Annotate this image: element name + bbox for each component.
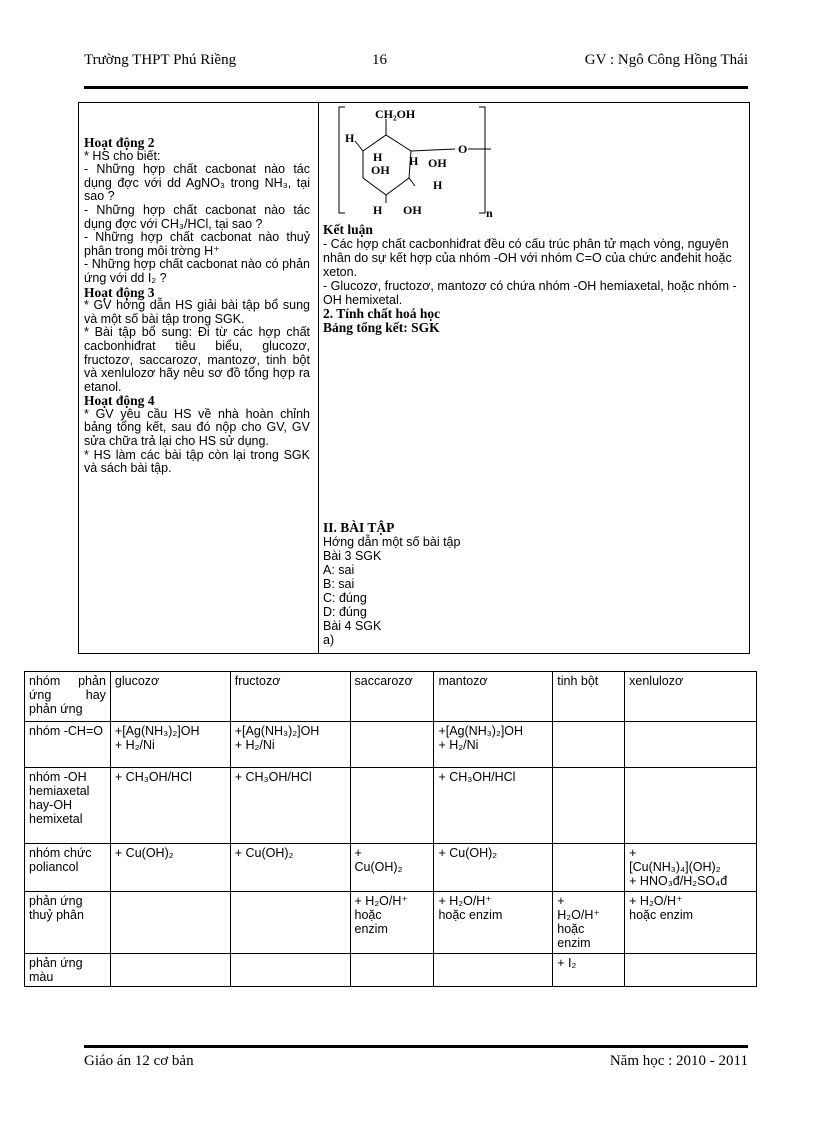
activity-2-line: - Những hợp chất cacbonat nào tác dụng đợc với CH₃/HCl, tại sao ? <box>84 202 310 231</box>
table-cell <box>230 892 350 954</box>
table-cell: + [Cu(NH₃)₄](OH)₂ + HNO₃đ/H₂SO₄đ <box>625 844 757 892</box>
h-atom-label: H <box>373 203 383 217</box>
school-name: Trường THPT Phú Riềng <box>84 52 237 68</box>
answer-item: B: sai <box>323 577 355 591</box>
ch2oh-label: CH₂OH <box>375 107 416 121</box>
table-cell <box>553 768 625 844</box>
table-cell: +[Ag(NH₃)₂]OH + H₂/Ni <box>434 722 553 768</box>
h-atom-label: H <box>345 131 355 145</box>
table-row <box>25 722 757 768</box>
table-cell: + Cu(OH)₂ <box>434 844 553 892</box>
footer-rule <box>84 1045 748 1048</box>
footer-year: Năm học : 2010 - 2011 <box>609 1053 748 1069</box>
table-header-cell: tinh bột <box>553 672 625 722</box>
table-cell <box>553 722 625 768</box>
table-row <box>25 892 757 954</box>
table-cell: phản ứng màu <box>25 954 111 987</box>
table-cell: + CH₃OH/HCl <box>230 768 350 844</box>
table-cell <box>625 954 757 987</box>
table-cell <box>625 768 757 844</box>
column-divider <box>318 103 319 653</box>
activity-4-line: * HS làm các bài tập còn lại trong SGK và sách bài tập. <box>84 447 310 476</box>
table-cell: nhóm chức poliancol <box>25 844 111 892</box>
answer-item: C: đúng <box>323 591 367 605</box>
table-cell: + CH₃OH/HCl <box>110 768 230 844</box>
oxygen-bridge-label: O <box>458 142 468 156</box>
table-cell <box>350 954 434 987</box>
oh-group-label: OH <box>428 156 447 170</box>
conclusion-line: - Glucozơ, fructozơ, mantozơ có chứa nhóm -OH hemiaxetal, hoặc nhóm -OH hemixetal. <box>323 279 737 307</box>
footer-course: Giáo án 12 cơ bản <box>84 1053 194 1069</box>
table-header-cell: mantozơ <box>434 672 553 722</box>
lesson-frame <box>78 102 750 654</box>
table-header-cell: glucozơ <box>110 672 230 722</box>
activity-2-heading: Hoạt động 2 <box>84 135 155 150</box>
table-cell: + H₂O/H⁺ hoặc enzim <box>625 892 757 954</box>
table-cell: +[Ag(NH₃)₂]OH + H₂/Ni <box>110 722 230 768</box>
table-header-cell: nhóm phản ứng hay phản ứng <box>25 672 111 722</box>
table-cell <box>625 722 757 768</box>
conclusion-heading: Kết luận <box>323 222 373 237</box>
h-atom-label: H <box>373 150 383 164</box>
table-row <box>25 844 757 892</box>
activity-4-heading: Hoạt động 4 <box>84 393 155 409</box>
reaction-summary-table <box>24 671 757 987</box>
activity-2-line: - Những hợp chất cacbonat nào có phản ứng với dd I₂ ? <box>84 257 310 285</box>
table-cell <box>434 954 553 987</box>
header-rule <box>84 86 748 89</box>
section-heading: 2. Tính chất hoá học <box>323 306 441 321</box>
table-cell: +[Ag(NH₃)₂]OH + H₂/Ni <box>230 722 350 768</box>
table-header-cell: fructozơ <box>230 672 350 722</box>
exercise-4-title: Bài 4 SGK <box>323 619 382 633</box>
table-cell: nhóm -CH=O <box>25 722 111 768</box>
exercises-guide: Hớng dẫn một số bài tập <box>323 535 461 549</box>
activity-4-line: * GV yêu cầu HS về nhà hoàn chỉnh bảng tổng kết, sau đó nộp cho GV, GV sửa chữa trả lại cho HS sử dụng. <box>84 406 310 449</box>
table-cell: + H₂O/H⁺ hoặc enzim <box>434 892 553 954</box>
oh-group-label: OH <box>371 163 390 177</box>
table-cell <box>110 954 230 987</box>
teacher-name: GV : Ngô Công Hồng Thái <box>584 52 748 68</box>
page-number: 16 <box>372 52 387 68</box>
h-atom-label: H <box>433 178 443 192</box>
conclusion-line: - Các hợp chất cacbonhiđrat đều có cấu trúc phân tử mạch vòng, nguyên nhân do sự kết hợp của nhóm -OH với nhóm C=O của chức anđehit hoặc xeton. <box>323 237 732 279</box>
table-cell <box>350 768 434 844</box>
table-cell: + Cu(OH)₂ <box>230 844 350 892</box>
table-row <box>25 768 757 844</box>
activity-3-line: * GV hớng dẫn HS giải bài tập bổ sung và một số bài tập trong SGK. <box>84 298 310 326</box>
activity-2-line: - Những hợp chất cacbonat nào thuỷ phân trong môi trờng H⁺ <box>84 230 310 258</box>
table-header-cell: xenlulozơ <box>625 672 757 722</box>
answer-item: D: đúng <box>323 605 367 619</box>
table-cell <box>350 722 434 768</box>
content-column <box>323 103 748 647</box>
activity-2-line: - Những hợp chất cacbonat nào tác dụng đợc với dd AgNO₃ trong NH₃, tại sao ? <box>84 162 310 204</box>
table-cell: + Cu(OH)₂ <box>350 844 434 892</box>
page-header <box>84 52 748 74</box>
answer-item: A: sai <box>323 563 355 577</box>
activities-column <box>84 136 310 476</box>
table-header-cell: saccarozơ <box>350 672 434 722</box>
table-cell: + I₂ <box>553 954 625 987</box>
table-cell: + CH₃OH/HCl <box>434 768 553 844</box>
table-cell <box>553 844 625 892</box>
table-row <box>25 954 757 987</box>
summary-table-ref: Bảng tổng kết: SGK <box>323 320 440 335</box>
exercises-heading: II. BÀI TẬP <box>323 520 395 535</box>
exercises-block <box>323 521 748 647</box>
exercise-3-title: Bài 3 SGK <box>323 549 382 563</box>
activity-3-line: * Bài tập bổ sung: Đi từ các hợp chất cacbonhiđrat tiêu biểu, glucozơ, fructozơ, saccarozơ, mantozơ, tinh bột và xenlulozơ hãy nêu sơ đồ tổng hợp ra etanol. <box>84 325 310 394</box>
table-cell: phản ứng thuỷ phân <box>25 892 111 954</box>
table-cell <box>110 892 230 954</box>
exercise-4-part-a: a) <box>323 633 335 647</box>
polymer-n-label: n <box>486 206 493 220</box>
table-cell: + Cu(OH)₂ <box>110 844 230 892</box>
table-cell: + H₂O/H⁺ hoặc enzim <box>350 892 434 954</box>
table-cell: nhóm -OH hemiaxetal hay-OH hemixetal <box>25 768 111 844</box>
activity-3-heading: Hoạt động 3 <box>84 284 155 300</box>
table-cell <box>230 954 350 987</box>
cellulose-structure-diagram <box>323 103 523 223</box>
table-cell: + H₂O/H⁺ hoặc enzim <box>553 892 625 954</box>
h-atom-label: H <box>409 154 419 168</box>
oh-group-label: OH <box>403 203 422 217</box>
table-header-row <box>25 672 757 722</box>
activity-2-line: * HS cho biết: <box>84 148 161 163</box>
